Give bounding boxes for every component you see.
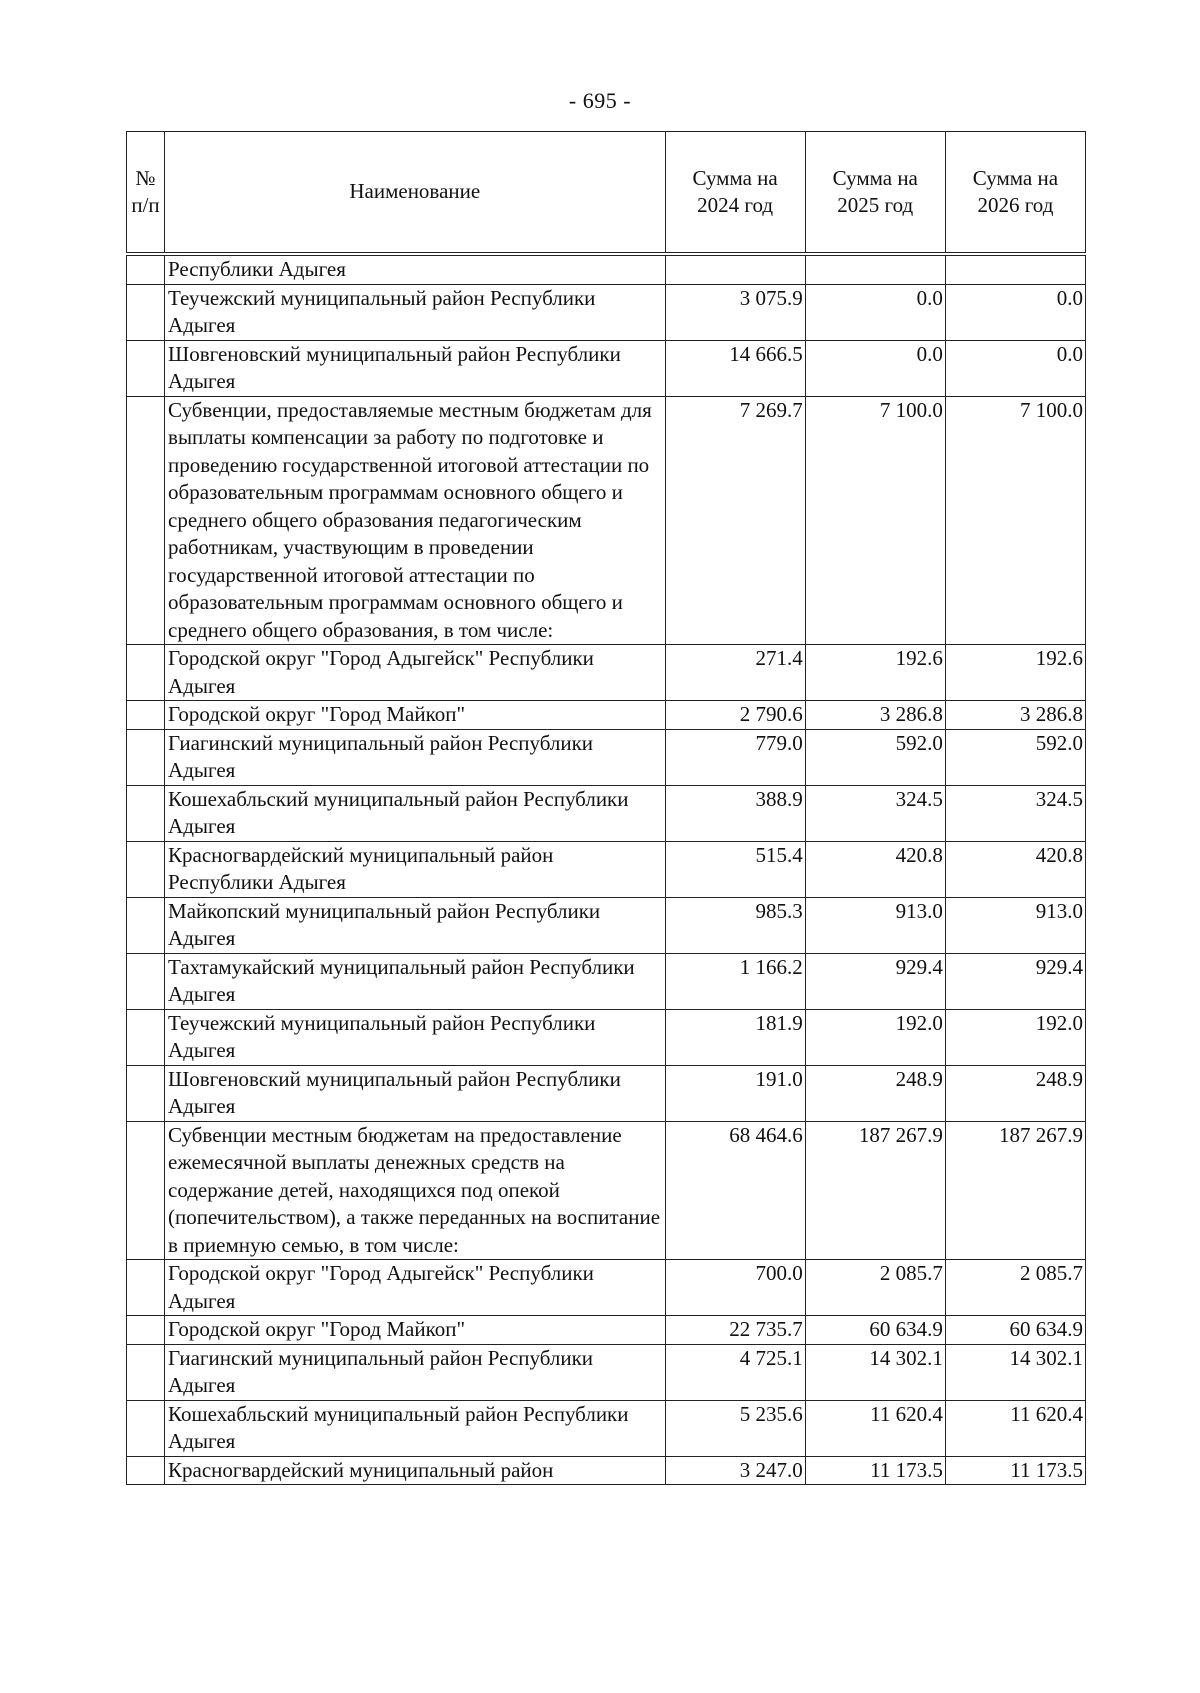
table-row <box>127 841 1086 897</box>
row-number <box>127 396 165 645</box>
row-name: Красногвардейский муниципальный район <box>165 1456 666 1485</box>
row-number <box>127 645 165 701</box>
row-number <box>127 1260 165 1316</box>
row-sum-2024: 3 075.9 <box>665 284 805 340</box>
row-sum-2026: 592.0 <box>945 729 1085 785</box>
row-sum-2024 <box>665 254 805 284</box>
row-sum-2025: 0.0 <box>805 340 945 396</box>
row-name: Теучежский муниципальный район Республики Адыгея <box>165 1009 666 1065</box>
row-sum-2026: 0.0 <box>945 284 1085 340</box>
table-row <box>127 284 1086 340</box>
row-name: Шовгеновский муниципальный район Республики Адыгея <box>165 340 666 396</box>
row-number <box>127 953 165 1009</box>
row-sum-2025: 0.0 <box>805 284 945 340</box>
row-number <box>127 841 165 897</box>
header-sum-2026-line1: Сумма на <box>972 165 1059 190</box>
row-sum-2025: 592.0 <box>805 729 945 785</box>
row-sum-2026: 7 100.0 <box>945 396 1085 645</box>
row-name: Городской округ "Город Адыгейск" Республики Адыгея <box>165 1260 666 1316</box>
row-sum-2026: 192.6 <box>945 645 1085 701</box>
row-sum-2025: 420.8 <box>805 841 945 897</box>
row-sum-2024: 779.0 <box>665 729 805 785</box>
row-sum-2024: 1 166.2 <box>665 953 805 1009</box>
row-sum-2025: 913.0 <box>805 897 945 953</box>
row-sum-2024: 5 235.6 <box>665 1400 805 1456</box>
row-sum-2025: 11 620.4 <box>805 1400 945 1456</box>
table-row <box>127 729 1086 785</box>
row-sum-2026: 14 302.1 <box>945 1344 1085 1400</box>
header-number <box>127 132 165 255</box>
row-sum-2025: 192.6 <box>805 645 945 701</box>
row-sum-2025 <box>805 254 945 284</box>
row-name: Шовгеновский муниципальный район Республики Адыгея <box>165 1065 666 1121</box>
row-sum-2025: 192.0 <box>805 1009 945 1065</box>
table-row <box>127 396 1086 645</box>
row-sum-2025: 187 267.9 <box>805 1121 945 1260</box>
row-name: Гиагинский муниципальный район Республики Адыгея <box>165 729 666 785</box>
row-sum-2025: 324.5 <box>805 785 945 841</box>
table-row <box>127 1065 1086 1121</box>
row-name: Кошехабльский муниципальный район Республики Адыгея <box>165 1400 666 1456</box>
page-number: - 695 - <box>568 88 632 113</box>
table-row <box>127 1121 1086 1260</box>
table-row <box>127 1009 1086 1065</box>
row-name: Кошехабльский муниципальный район Республики Адыгея <box>165 785 666 841</box>
table-row <box>127 1260 1086 1316</box>
row-sum-2024: 2 790.6 <box>665 701 805 730</box>
row-sum-2025: 14 302.1 <box>805 1344 945 1400</box>
header-number-line1: № <box>135 165 156 190</box>
row-number <box>127 1009 165 1065</box>
table-body <box>127 254 1086 1485</box>
row-name: Республики Адыгея <box>165 254 666 284</box>
row-name: Майкопский муниципальный район Республики Адыгея <box>165 897 666 953</box>
header-sum-2025-line1: Сумма на <box>832 165 918 190</box>
row-name: Городской округ "Город Майкоп" <box>165 701 666 730</box>
row-sum-2025: 3 286.8 <box>805 701 945 730</box>
row-sum-2026 <box>945 254 1085 284</box>
row-sum-2026: 2 085.7 <box>945 1260 1085 1316</box>
row-sum-2026: 11 620.4 <box>945 1400 1085 1456</box>
row-sum-2026: 11 173.5 <box>945 1456 1085 1485</box>
row-name: Тахтамукайский муниципальный район Республики Адыгея <box>165 953 666 1009</box>
row-sum-2025: 60 634.9 <box>805 1316 945 1345</box>
header-sum-2024-line2: 2024 год <box>697 193 774 217</box>
row-sum-2026: 3 286.8 <box>945 701 1085 730</box>
row-sum-2024: 7 269.7 <box>665 396 805 645</box>
row-sum-2026: 913.0 <box>945 897 1085 953</box>
row-number <box>127 254 165 284</box>
table-row <box>127 1400 1086 1456</box>
row-sum-2024: 985.3 <box>665 897 805 953</box>
row-sum-2025: 929.4 <box>805 953 945 1009</box>
row-sum-2024: 68 464.6 <box>665 1121 805 1260</box>
row-sum-2024: 181.9 <box>665 1009 805 1065</box>
row-name: Субвенции местным бюджетам на предоставление ежемесячной выплаты денежных средств на содержание детей, находящихся под опекой (попечительством), а также переданных на воспитание в приемную семью, в том числе: <box>165 1121 666 1260</box>
header-sum-2025-line2: 2025 год <box>837 193 914 217</box>
header-sum-2024 <box>665 132 805 255</box>
row-sum-2026: 187 267.9 <box>945 1121 1085 1260</box>
table-row <box>127 701 1086 730</box>
row-sum-2025: 11 173.5 <box>805 1456 945 1485</box>
table-header <box>127 132 1086 255</box>
row-sum-2024: 3 247.0 <box>665 1456 805 1485</box>
row-sum-2026: 248.9 <box>945 1065 1085 1121</box>
table-row <box>127 897 1086 953</box>
row-number <box>127 1344 165 1400</box>
row-sum-2024: 515.4 <box>665 841 805 897</box>
header-sum-2024-line1: Сумма на <box>692 165 778 190</box>
row-number <box>127 897 165 953</box>
table-row <box>127 1456 1086 1485</box>
row-name: Гиагинский муниципальный район Республики Адыгея <box>165 1344 666 1400</box>
table-row <box>127 645 1086 701</box>
table-row <box>127 1344 1086 1400</box>
row-sum-2024: 388.9 <box>665 785 805 841</box>
row-number <box>127 284 165 340</box>
row-name: Красногвардейский муниципальный район Республики Адыгея <box>165 841 666 897</box>
row-number <box>127 729 165 785</box>
row-sum-2026: 60 634.9 <box>945 1316 1085 1345</box>
row-number <box>127 1121 165 1260</box>
table-row <box>127 254 1086 284</box>
row-sum-2024: 271.4 <box>665 645 805 701</box>
table-row <box>127 1316 1086 1345</box>
row-sum-2026: 324.5 <box>945 785 1085 841</box>
row-sum-2026: 0.0 <box>945 340 1085 396</box>
budget-table <box>126 131 1086 1485</box>
header-name: Наименование <box>165 132 666 255</box>
row-name: Городской округ "Город Майкоп" <box>165 1316 666 1345</box>
header-sum-2026-line2: 2026 год <box>977 193 1054 217</box>
row-number <box>127 1316 165 1345</box>
row-number <box>127 701 165 730</box>
row-sum-2024: 4 725.1 <box>665 1344 805 1400</box>
row-number <box>127 340 165 396</box>
table-row <box>127 953 1086 1009</box>
table-row <box>127 340 1086 396</box>
row-number <box>127 1065 165 1121</box>
row-sum-2026: 192.0 <box>945 1009 1085 1065</box>
row-sum-2025: 7 100.0 <box>805 396 945 645</box>
header-sum-2026 <box>945 132 1085 255</box>
row-name: Субвенции, предоставляемые местным бюджетам для выплаты компенсации за работу по подготовке и проведению государственной итоговой аттестации по образовательным программам основного общего и среднего общего образования педагогическим работникам, участвующим в проведении государственной итоговой аттестации по образовательным программам основного общего и среднего общего образования, в том числе: <box>165 396 666 645</box>
row-sum-2026: 420.8 <box>945 841 1085 897</box>
row-number <box>127 785 165 841</box>
row-sum-2025: 2 085.7 <box>805 1260 945 1316</box>
row-sum-2024: 22 735.7 <box>665 1316 805 1345</box>
row-sum-2026: 929.4 <box>945 953 1085 1009</box>
header-number-line2: п/п <box>131 193 160 217</box>
row-name: Теучежский муниципальный район Республики Адыгея <box>165 284 666 340</box>
row-name: Городской округ "Город Адыгейск" Республики Адыгея <box>165 645 666 701</box>
row-sum-2024: 191.0 <box>665 1065 805 1121</box>
header-sum-2025 <box>805 132 945 255</box>
table-row <box>127 785 1086 841</box>
header-row <box>127 132 1086 255</box>
row-sum-2024: 14 666.5 <box>665 340 805 396</box>
row-number <box>127 1456 165 1485</box>
row-sum-2025: 248.9 <box>805 1065 945 1121</box>
row-number <box>127 1400 165 1456</box>
row-sum-2024: 700.0 <box>665 1260 805 1316</box>
